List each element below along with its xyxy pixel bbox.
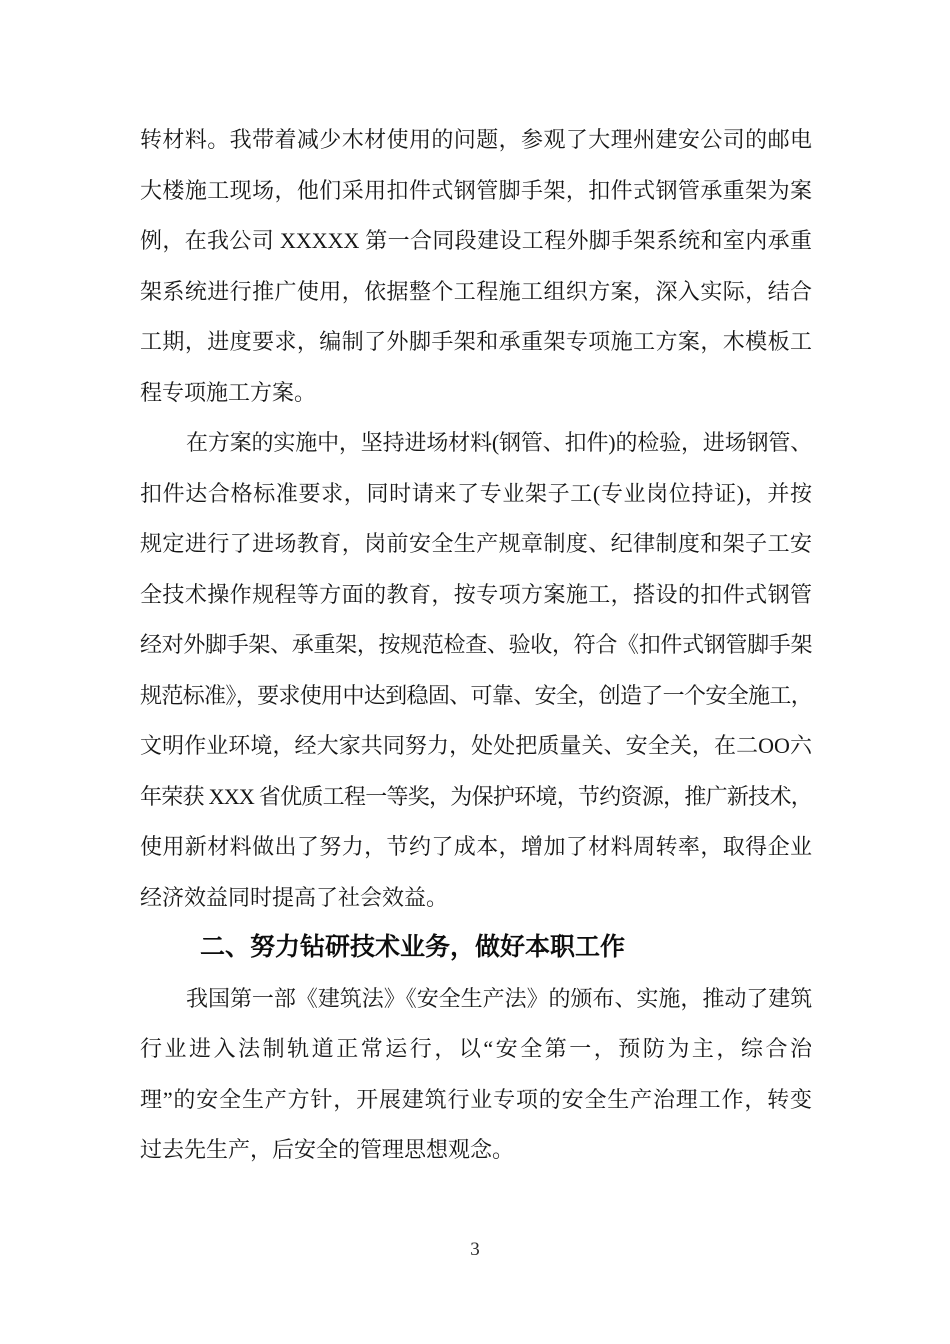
text-line: 理”的安全生产方针，开展建筑行业专项的安全生产治理工作，转变 (140, 1086, 812, 1112)
text-line: 工期，进度要求，编制了外脚手架和承重架专项施工方案，木模板工 (140, 329, 812, 354)
text-line: 行业进入法制轨道正常运行，以“安全第一，预防为主，综合治 (140, 1036, 812, 1061)
text-line: 规定进行了进场教育，岗前安全生产规章制度、纪律制度和架子工安 (140, 531, 812, 556)
text-line: 在方案的实施中，坚持进场材料(钢管、扣件)的检验，进场钢管、 (186, 430, 812, 455)
text-line: 使用新材料做出了努力，节约了成本，增加了材料周转率，取得企业 (140, 834, 812, 859)
page-content (140, 115, 812, 1176)
text-line: 例，在我公司 XXXXX 第一合同段建设工程外脚手架系统和室内承重 (140, 228, 812, 253)
section-heading: 二、努力钻研技术业务，做好本职工作 (200, 934, 626, 961)
text-line: 文明作业环境，经大家共同努力，处处把质量关、安全关，在二OO六 (140, 733, 812, 758)
text-line: 我国第一部《建筑法》《安全生产法》的颁布、实施，推动了建筑 (186, 985, 812, 1011)
text-line: 大楼施工现场，他们采用扣件式钢管脚手架，扣件式钢管承重架为案 (140, 177, 812, 203)
text-line: 转材料。我带着减少木材使用的问题，参观了大理州建安公司的邮电 (140, 127, 812, 152)
text-line: 经对外脚手架、承重架，按规范检查、验收，符合《扣件式钢管脚手架 (140, 632, 812, 657)
text-line: 架系统进行推广使用，依据整个工程施工组织方案，深入实际，结合 (140, 278, 812, 304)
page-number: 3 (470, 1239, 480, 1260)
text-line: 过去先生产，后安全的管理思想观念。 (140, 1137, 515, 1162)
text-line: 程专项施工方案。 (140, 379, 317, 405)
text-line: 全技术操作规程等方面的教育，按专项方案施工，搭设的扣件式钢管 (140, 581, 812, 607)
text-line: 扣件达合格标准要求，同时请来了专业架子工(专业岗位持证)，并按 (140, 480, 812, 506)
text-line: 年荣获 XXX 省优质工程一等奖，为保护环境，节约资源，推广新技术， (140, 783, 812, 809)
text-line: 规范标准》，要求使用中达到稳固、可靠、安全，创造了一个安全施工， (140, 682, 812, 708)
text-line: 经济效益同时提高了社会效益。 (140, 884, 449, 910)
